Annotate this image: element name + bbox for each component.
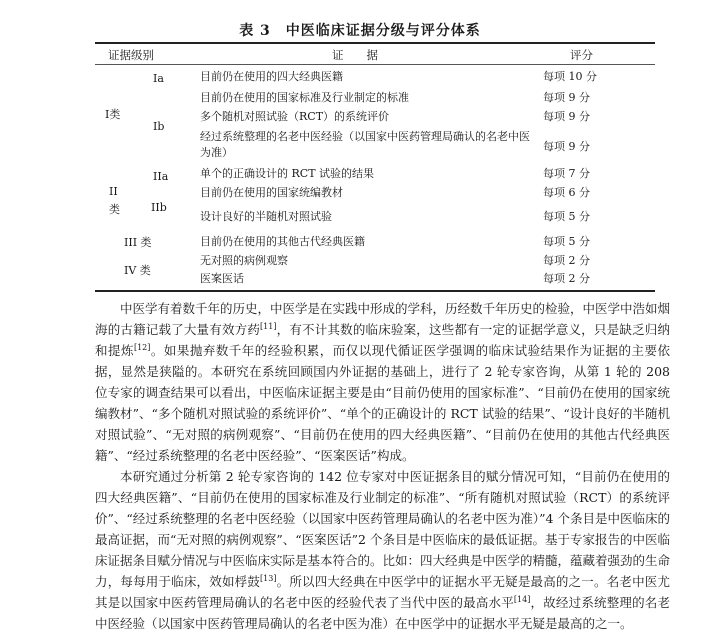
table-row-8-score: 每项 5 分 (543, 235, 590, 248)
table-top-rule (95, 42, 655, 44)
group-label-ii-line2: 类 (109, 203, 120, 216)
table-row-2-evidence: 目前仍在使用的国家标准及行业制定的标准 (200, 91, 409, 104)
table-row-1-evidence: 目前仍在使用的四大经典医籍 (200, 70, 343, 83)
header-level: 证据级别 (108, 48, 154, 62)
sublevel-iia: IIa (153, 170, 169, 183)
table-row-3-score: 每项 9 分 (543, 110, 590, 123)
table-row-7-evidence: 设计良好的半随机对照试验 (200, 210, 332, 223)
table-header-rule (95, 64, 655, 65)
paragraph-2-part-a: 本研究通过分析第 2 轮专家咨询的 142 位专家对中医证据条目的赋分情况可知，“目前仍在使用的四大经典医籍”、“目前仍在使用的国家标准及行业制定的标准”、“所有随机对照试验（RCT）的系统评价”、“经过系统整理的名老中医经验（以国家中医药管理局确认的名老中医为准）”4 个条目是中医临床的最高证据，而“无对照的病例观察”、“医案医话”2 个条目是中医临床的最低证据。基于专家报告的中医临床证据条目赋分情况与中医临床实际是基本符合的。比如：四大经典是中医学的精髓，蕴藏着强劲的生命力，每每用于临床，效如桴鼓 (95, 469, 671, 589)
table-caption: 表 3 中医临床证据分级与评分体系 (239, 23, 481, 39)
group-label-iv: IV 类 (124, 264, 151, 277)
citation-12: [12] (133, 342, 151, 352)
citation-13: [13] (260, 573, 277, 583)
table-row-7-score: 每项 5 分 (543, 210, 590, 223)
group-label-ii-line1: II (109, 185, 118, 198)
header-score: 评分 (570, 48, 593, 62)
body-text (95, 298, 670, 634)
sublevel-ia: Ia (153, 72, 164, 85)
paragraph-2-part-c: ，故经过系统整理的名老中医经验（以国家中医药管理局确认的名老中医为准）在中医学中的证据水平无疑是最高的之一。 (95, 595, 670, 631)
header-evidence: 证 据 (332, 48, 378, 62)
group-label-i: I类 (105, 108, 121, 121)
paragraph-2-part-b: 。所以四大经典在中医学中的证据水平无疑是最高的之一。名老中医尤其是以国家中医药管理局确认的名老中医的经验代表了当代中医的最高水平 (95, 574, 670, 610)
table-row-6-score: 每项 6 分 (543, 186, 590, 199)
group-label-iii: III 类 (124, 236, 152, 249)
table-row-3-evidence: 多个随机对照试验（RCT）的系统评价 (200, 110, 390, 123)
paragraph-1 (95, 298, 670, 466)
table-row-9-evidence: 无对照的病例观察 (200, 254, 288, 267)
table-row-5-evidence: 单个的正确设计的 RCT 试验的结果 (200, 167, 375, 180)
table-row-10-evidence: 医案医话 (200, 272, 244, 285)
paragraph-1-part-a: 中医学有着数千年的历史，中医学是在实践中形成的学科，历经数千年历史的检验，中医学中浩如烟海的古籍记载了大量有效方药 (95, 301, 671, 337)
citation-11: [11] (260, 321, 277, 331)
paragraph-1-part-b: ，有不计其数的临床验案，这些都有一定的证据学意义，只是缺乏归纳和提炼 (95, 322, 670, 358)
paragraph-2 (95, 466, 670, 634)
sublevel-iib: IIb (151, 201, 167, 214)
paragraph-1-part-c: 。如果抛弃数千年的经验积累，而仅以现代循证医学强调的临床试验结果作为证据的主要依据，显然是狭隘的。本研究在系统回顾国内外证据的基础上，进行了 2 轮专家咨询，从第 1 轮的 208 位专家的调查结果可以看出，中医临床证据主要是由“目前仍使用的国家标准”、“目前仍在使用的国家统编教材”、“多个随机对照试验的系统评价”、“单个的正确设计的 RCT 试验的结果”、“设计良好的半随机对照试验”、“无对照的病例观察”、“目前仍在使用的四大经典医籍”、“目前仍在使用的其他古代经典医籍”、“经过系统整理的名老中医经验”、“医案医话”构成。 (95, 343, 670, 463)
citation-14: [14] (513, 594, 531, 604)
table-row-9-score: 每项 2 分 (543, 254, 590, 267)
table-row-2-score: 每项 9 分 (543, 91, 590, 104)
table-row-1-score: 每项 10 分 (543, 70, 597, 83)
table-row-10-score: 每项 2 分 (543, 272, 590, 285)
table-row-5-score: 每项 7 分 (543, 167, 590, 180)
table-row-6-evidence: 目前仍在使用的国家统编教材 (200, 186, 343, 199)
table-row-4-score: 每项 9 分 (543, 140, 590, 153)
sublevel-ib: Ib (153, 120, 165, 133)
table-row-4-evidence: 经过系统整理的名老中医经验（以国家中医药管理局确认的名老中医为准） (200, 130, 530, 159)
table-row-8-evidence: 目前仍在使用的其他古代经典医籍 (200, 235, 365, 248)
table-bottom-rule (95, 290, 655, 292)
